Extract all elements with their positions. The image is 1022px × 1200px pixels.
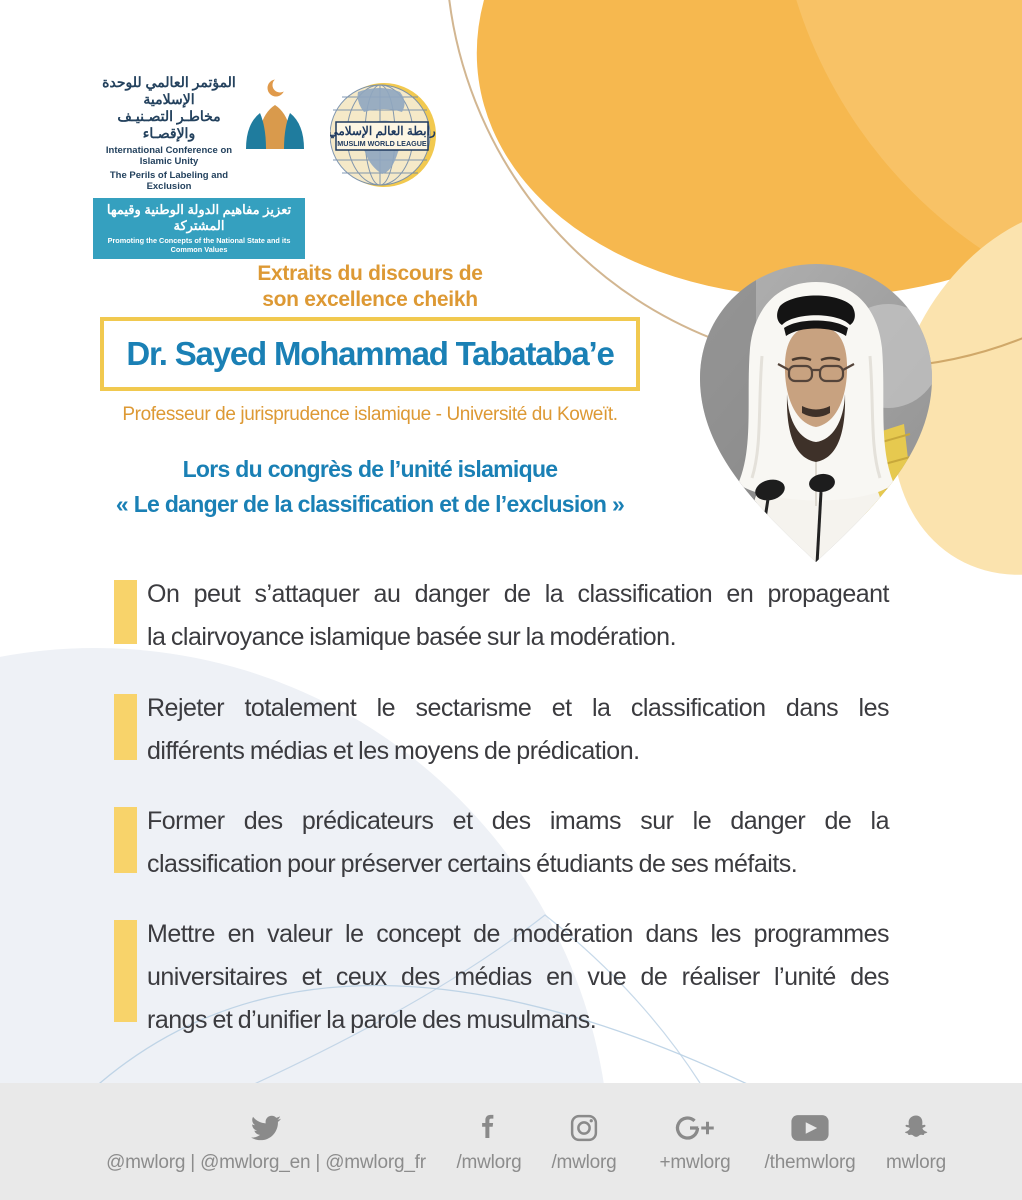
social-footer [0, 1083, 1022, 1200]
social-youtube[interactable] [754, 1110, 866, 1174]
quote-line: classification pour préserver certains étudiants de ses méfaits. [147, 850, 798, 878]
speaker-name: Dr. Sayed Mohammad Tabataba’e [126, 335, 614, 372]
snapchat-handle: mwlorg [885, 1151, 947, 1173]
googleplus-icon [673, 1110, 717, 1146]
mwl-logo [330, 80, 442, 195]
event-line2: « Le danger de la classification et de l’exclusion » [115, 491, 625, 517]
kicker-line2: son excellence cheikh [262, 288, 478, 311]
quote-line: Former des prédicateurs et des imams sur le danger de la [147, 807, 889, 835]
quote-line: On peut s’attaquer au danger de la classification en propageant [147, 580, 889, 608]
conference-english-title: International Conference on Islamic Unity [105, 145, 233, 167]
quote-line: Mettre en valeur le concept de modération dans les programmes [147, 920, 889, 948]
conference-english-subtitle: The Perils of Labeling and Exclusion [109, 170, 229, 192]
kicker-line1: Extraits du discours de [257, 262, 483, 285]
speaker-title: Professeur de jurisprudence islamique - Université du Koweït. [122, 404, 618, 425]
quote-line: rangs et d’unifier la parole des musulmans. [147, 1006, 597, 1034]
facebook-icon [474, 1110, 504, 1146]
quote-line: la clairvoyance islamique basée sur la modération. [147, 623, 677, 651]
quote-line: universitaires et ceux des médias en vue de réaliser l’unité des [147, 963, 889, 991]
svg-text:رابطة العالم الإسلامي: رابطة العالم الإسلامي [330, 124, 436, 138]
conference-banner [93, 198, 305, 259]
instagram-handle: /mwlorg [551, 1151, 617, 1173]
event-line1: Lors du congrès de l’unité islamique [182, 456, 558, 482]
youtube-icon [790, 1110, 830, 1146]
banner-english: Promoting the Concepts of the National State and its Common Values [107, 236, 291, 254]
social-facebook[interactable] [448, 1110, 530, 1174]
twitter-icon [249, 1110, 283, 1146]
quote-line: différents médias et les moyens de prédication. [147, 737, 640, 765]
instagram-icon [569, 1110, 599, 1146]
quote-2 [114, 687, 889, 773]
quote-3 [114, 800, 889, 886]
speaker-name-box [100, 317, 640, 391]
youtube-handle: /themwlorg [764, 1151, 856, 1173]
banner-arabic: تعزيز مفاهيم الدولة الوطنية وقيمها المشتركة [106, 202, 292, 233]
kicker [70, 261, 670, 313]
quote-bar [114, 694, 137, 760]
googleplus-handle: +mwlorg [659, 1151, 731, 1173]
twitter-handles: @mwlorg | @mwlorg_en | @mwlorg_fr [106, 1151, 426, 1173]
quote-1 [114, 573, 889, 659]
social-snapchat[interactable] [870, 1110, 962, 1174]
social-twitter[interactable] [100, 1110, 432, 1174]
svg-text:MUSLIM WORLD LEAGUE: MUSLIM WORLD LEAGUE [337, 139, 427, 148]
quote-bar [114, 920, 137, 1022]
snapchat-icon [901, 1110, 931, 1146]
social-googleplus[interactable] [644, 1110, 746, 1174]
quote-bar [114, 807, 137, 873]
social-instagram[interactable] [538, 1110, 630, 1174]
quote-line: Rejeter totalement le sectarisme et la classification dans les [147, 694, 889, 722]
conference-arabic-title: المؤتمر العالمي للوحدة الإسلامية [102, 74, 236, 107]
conference-logo [93, 74, 305, 259]
facebook-handle: /mwlorg [456, 1151, 522, 1173]
event-title [20, 452, 720, 522]
mosque-crescent-icon [245, 74, 305, 150]
speaker-photo [692, 256, 940, 569]
conference-arabic-subtitle: مخاطـر التصـنيـف والإقصـاء [117, 108, 221, 141]
quote-bar [114, 580, 137, 644]
quote-4 [114, 913, 889, 1042]
